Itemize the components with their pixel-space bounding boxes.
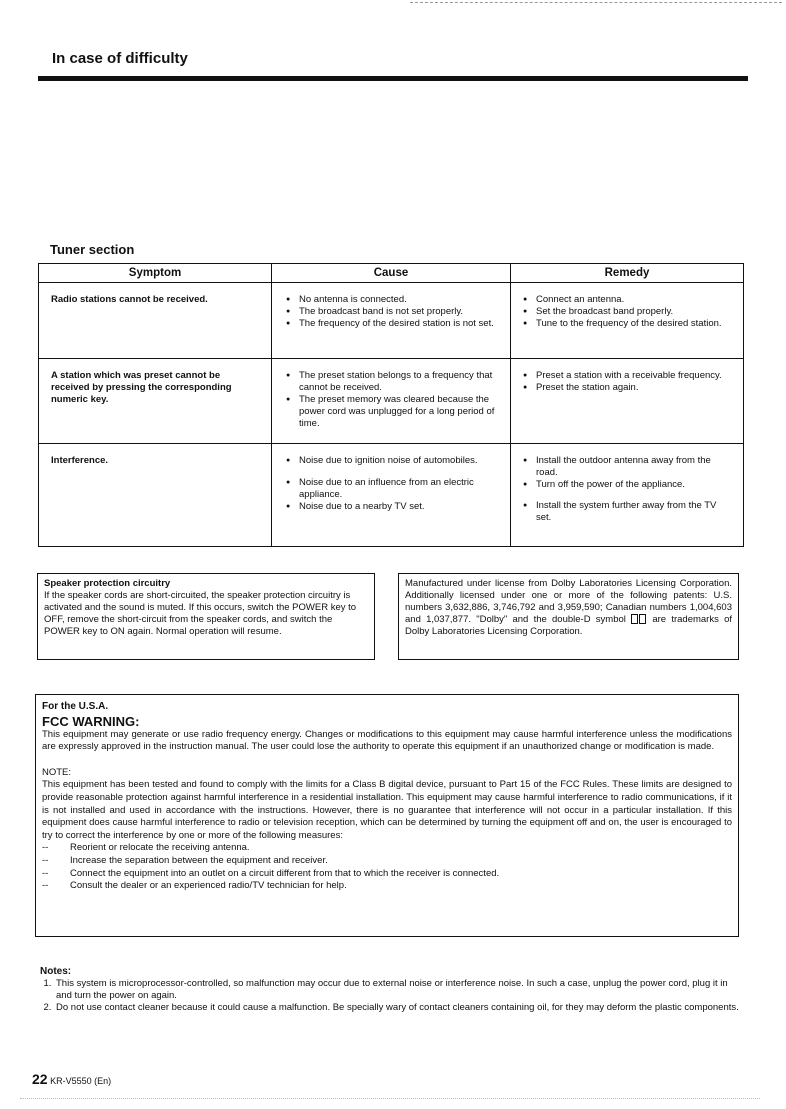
symptom-header: Symptom [39,264,272,283]
table-row [39,359,744,444]
fcc-warning-title: FCC WARNING: [42,713,140,729]
cause-item: ● The frequency of the desired station is not set. [286,318,500,330]
fcc-measure-item [42,842,732,855]
symptom-cell: Radio stations cannot be received. [39,283,272,359]
remedy-cell [511,444,744,547]
symptom-cell: Interference. [39,444,272,547]
remedy-item: ● Install the outdoor antenna away from the road. [523,455,733,479]
dolby-license-text: Manufactured under license from Dolby Laboratories Licensing Corporation. Additionally licensed under one or more of the following patents: U.S. numbers 3,632,886, 3,746,792 and 3,959,590; Canadian numbers 1,004,603 and 1,037,877. "Dolby" and the double-D symbol [405,578,732,625]
cause-item: ● The preset memory was cleared because the power cord was unplugged for a long period of time. [286,394,500,430]
dash-marker: -- [42,880,49,892]
remedy-item: ● Turn off the power of the appliance. [523,479,733,491]
cause-item: ● Noise due to ignition noise of automobiles. [286,455,500,467]
table-row [39,444,744,547]
remedy-item: ● Preset a station with a receivable frequency. [523,370,733,382]
tuner-section-title: Tuner section [50,242,135,257]
cause-item: ● Noise due to an influence from an electric appliance. [286,477,500,501]
notes-title: Notes: [40,966,72,977]
dash-marker: -- [42,854,49,866]
fcc-warning-box [35,694,739,937]
dash-marker: -- [42,842,49,854]
fcc-measure-text: Reorient or relocate the receiving antenna. [70,842,250,854]
title-rule [38,76,748,81]
cause-header: Cause [272,264,511,283]
remedy-item: ● Preset the station again. [523,382,733,394]
page-number: 22 [32,1071,48,1087]
cause-cell [272,283,511,359]
cause-cell [272,444,511,547]
fcc-measure-item [42,855,732,868]
speaker-protection-text: If the speaker cords are short-circuited, the speaker protection circuitry is activated and the sound is muted. If this occurs, switch the POWER key to OFF, remove the short-circuit from the speaker cords, and switch the POWER key to ON again. Normal operation will resume. [44,590,357,637]
dolby-license-box [398,573,739,660]
fcc-region-label: For the U.S.A. [42,701,109,712]
cause-item: ● No antenna is connected. [286,294,500,306]
cause-cell [272,359,511,444]
remedy-cell [511,283,744,359]
speaker-protection-title: Speaker protection circuitry [44,578,171,589]
tuner-troubleshooting-table [38,263,744,547]
top-dashed-rule [410,2,782,3]
page-title: In case of difficulty [52,50,188,67]
remedy-item: ● Tune to the frequency of the desired station. [523,318,733,330]
fcc-note-text: This equipment has been tested and found to comply with the limits for a Class B digital device, pursuant to Part 15 of the FCC Rules. These limits are designed to provide reasonable protection against harmful interference in a residential installation. This equipment may cause harmful interference to radio communications, if it is not installed and used in accordance with the instructions. However, there is no guarantee that interference will not occur in a particular installation. If this equipment does cause harmful interference to radio or television reception, which can be determined by turning the equipment off and on, the user is encouraged to try to correct the interference by one or more of the following measures: [42,779,732,841]
remedy-header: Remedy [511,264,744,283]
fcc-measure-text: Increase the separation between the equipment and receiver. [70,854,328,866]
note-item: 1. This system is microprocessor-controlled, so malfunction may occur due to external noise or interference noise. In such a case, unplug the power cord, plug it in and turn the power on again. [54,978,740,1002]
speaker-protection-box [37,573,375,660]
remedy-cell [511,359,744,444]
remedy-item: ● Install the system further away from the TV set. [523,500,733,524]
fcc-measure-item [42,868,732,881]
note-item: 2. Do not use contact cleaner because it could cause a malfunction. Be specially wary of contact cleaners containing oil, for they may deform the plastic components. [54,1002,740,1014]
cause-item: ● Noise due to a nearby TV set. [286,501,500,513]
fcc-measure-text: Connect the equipment into an outlet on a circuit different from that to which the receiver is connected. [70,867,500,879]
fcc-note-label: NOTE: [42,766,72,778]
model-code: KR-V5550 (En) [50,1076,112,1086]
table-row [39,283,744,359]
fcc-warning-text: This equipment may generate or use radio frequency energy. Changes or modifications to this equipment may cause harmful interference unless the modifications are expressly approved in the instruction manual. The user could lose the authority to operate this equipment if an unauthorized change or modification is made. [42,728,732,753]
table-header-row [39,264,744,283]
notes-section [40,966,740,1014]
fcc-measure-text: Consult the dealer or an experienced radio/TV technician for help. [70,880,347,892]
remedy-item: ● Set the broadcast band properly. [523,306,733,318]
dash-marker: -- [42,867,49,879]
fcc-measure-item [42,880,732,893]
cause-item: ● The preset station belongs to a frequency that cannot be received. [286,370,500,394]
symptom-cell: A station which was preset cannot be received by pressing the corresponding numeric key. [39,359,272,444]
bottom-dotted-rule [20,1098,760,1099]
cause-item: ● The broadcast band is not set properly. [286,306,500,318]
page-footer [32,1071,111,1087]
remedy-item: ● Connect an antenna. [523,294,733,306]
dolby-license-text-end: are trademarks of Dolby Laboratories Licensing Corporation. [405,614,732,637]
dolby-double-d-icon [631,614,647,625]
